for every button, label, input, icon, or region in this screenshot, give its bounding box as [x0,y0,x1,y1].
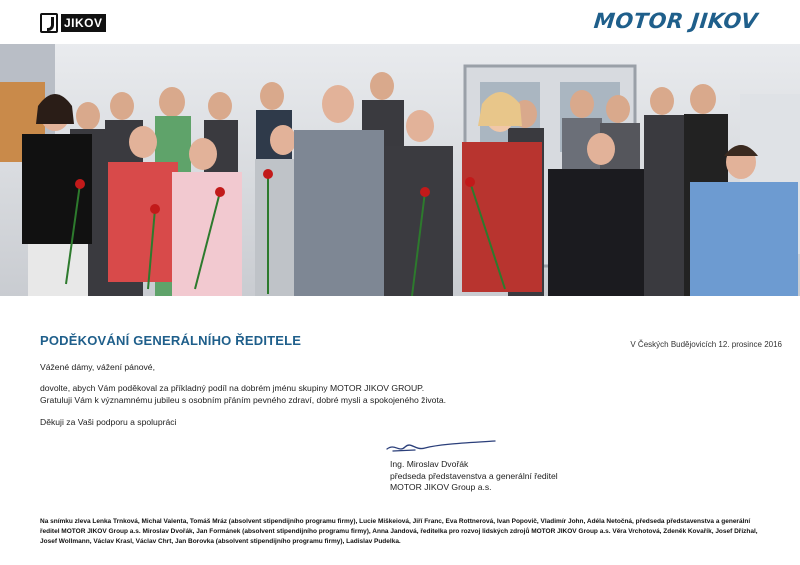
letter-salutation: Vážené dámy, vážení pánové, [40,362,155,372]
letter-body-line-1: dovolte, abych Vám poděkoval za příkladný podíl na dobrém jménu skupiny MOTOR JIKOV GROUP. [40,383,425,393]
jikov-logo-text: JIKOV [61,14,106,32]
letter-title: PODĚKOVÁNÍ GENERÁLNÍHO ŘEDITELE [40,333,302,348]
jikov-logo [40,12,106,34]
group-photo [0,44,800,296]
signer-name: Ing. Miroslav Dvořák [390,459,469,469]
letter-date: V Českých Budějovicích 12. prosince 2016 [630,340,782,349]
photo-caption: Na snímku zleva Lenka Trnková, Michal Valenta, Tomáš Mráz (absolvent stipendijního programu firmy), Lucie Miškeiová, Jiří Franc, Eva Rottnerová, Ivan Popovič, Vladimír John, Adéla Netočná, předseda představenstva a generální ředitel MOTOR JIKOV Group a.s. Miroslav Dvořák, Jan Formánek (absolvent stipendijního programu firmy), Anna Jandová, ředitelka pro rozvoj lidských zdrojů MOTOR JIKOV Group a.s. Věra Vrchotová, Zdeněk Kovařík, Josef Dřízhal, Josef Wollmann, Václav Krasl, Václav Chrt, Jan Borovka (absolvent stipendijního programu firmy), Ladislav Pudelka. [40,518,758,545]
group-photo-illustration [0,44,800,296]
letter-closing: Děkuji za Vaši podporu a spolupráci [40,417,177,427]
jikov-logo-icon [40,13,58,33]
signature-icon [385,435,505,457]
letter-body-line-2: Gratuluji Vám k významnému jubileu s osobním přáním pevného zdraví, dobré mysli a spokojeného života. [40,395,447,405]
signer-role: předseda představenstva a generální ředitel [390,470,558,481]
signer-block [390,459,558,494]
motor-jikov-logo: MOTOR JIKOV [592,9,760,33]
signer-company: MOTOR JIKOV Group a.s. [390,482,492,492]
